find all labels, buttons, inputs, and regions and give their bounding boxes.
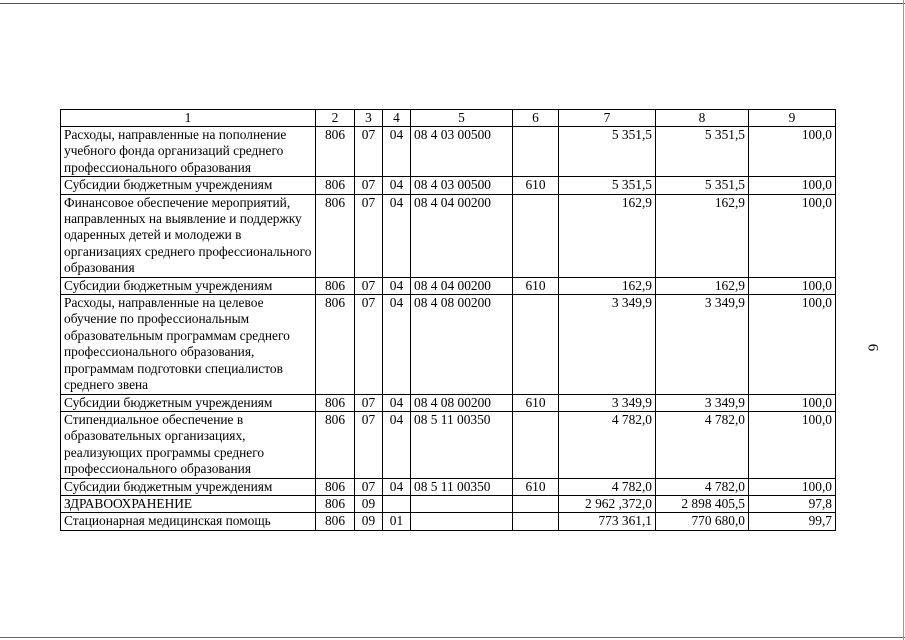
planned-amount-cell: 4 782,0 (559, 478, 656, 495)
planned-amount-cell: 5 351,5 (559, 127, 656, 177)
admin-code-cell: 806 (316, 411, 355, 478)
subsection-cell (383, 495, 411, 512)
percent-cell: 100,0 (749, 394, 836, 411)
subsection-cell: 04 (383, 478, 411, 495)
section-cell: 09 (355, 495, 383, 512)
expense-type-cell (513, 127, 559, 177)
admin-code-cell: 806 (316, 127, 355, 177)
admin-code-cell: 806 (316, 394, 355, 411)
subsection-cell: 04 (383, 127, 411, 177)
page-edge-right (903, 0, 904, 640)
target-article-cell: 08 4 03 00500 (411, 177, 513, 194)
percent-cell: 99,7 (749, 513, 836, 530)
expense-type-cell: 610 (513, 478, 559, 495)
subsection-cell: 04 (383, 194, 411, 277)
expense-type-cell: 610 (513, 394, 559, 411)
target-article-cell: 08 4 03 00500 (411, 127, 513, 177)
header-cell: 9 (749, 110, 836, 127)
planned-amount-cell: 773 361,1 (559, 513, 656, 530)
row-name-cell: Субсидии бюджетным учреждениям (61, 394, 316, 411)
page-number: 6 (864, 343, 881, 352)
section-cell: 07 (355, 295, 383, 394)
planned-amount-cell: 3 349,9 (559, 295, 656, 394)
percent-cell: 100,0 (749, 277, 836, 294)
subsection-cell: 04 (383, 177, 411, 194)
table-row (61, 495, 836, 512)
admin-code-cell: 806 (316, 177, 355, 194)
executed-amount-cell: 4 782,0 (656, 478, 749, 495)
table-row (61, 411, 836, 478)
percent-cell: 100,0 (749, 177, 836, 194)
executed-amount-cell: 162,9 (656, 194, 749, 277)
row-name-cell: Субсидии бюджетным учреждениям (61, 177, 316, 194)
target-article-cell: 08 4 08 00200 (411, 394, 513, 411)
row-name-cell: ЗДРАВООХРАНЕНИЕ (61, 495, 316, 512)
admin-code-cell: 806 (316, 513, 355, 530)
row-name-cell: Расходы, направленные на целевое обучение по профессиональным образовательным программам среднего профессионального образования, программам подготовки специалистов среднего звена (61, 295, 316, 394)
executed-amount-cell: 3 349,9 (656, 295, 749, 394)
header-cell: 2 (316, 110, 355, 127)
executed-amount-cell: 4 782,0 (656, 411, 749, 478)
header-cell: 4 (383, 110, 411, 127)
table-row (61, 194, 836, 277)
section-cell: 07 (355, 394, 383, 411)
header-cell: 5 (411, 110, 513, 127)
target-article-cell: 08 4 08 00200 (411, 295, 513, 394)
planned-amount-cell: 4 782,0 (559, 411, 656, 478)
planned-amount-cell: 2 962 ,372,0 (559, 495, 656, 512)
executed-amount-cell: 5 351,5 (656, 177, 749, 194)
percent-cell: 100,0 (749, 411, 836, 478)
target-article-cell: 08 4 04 00200 (411, 277, 513, 294)
page-edge-bottom (0, 637, 905, 638)
header-cell: 7 (559, 110, 656, 127)
row-name-cell: Субсидии бюджетным учреждениям (61, 478, 316, 495)
admin-code-cell: 806 (316, 478, 355, 495)
header-cell: 3 (355, 110, 383, 127)
planned-amount-cell: 5 351,5 (559, 177, 656, 194)
expense-type-cell (513, 194, 559, 277)
expense-type-cell (513, 411, 559, 478)
section-cell: 07 (355, 127, 383, 177)
executed-amount-cell: 2 898 405,5 (656, 495, 749, 512)
table-row (61, 277, 836, 294)
expense-type-cell (513, 495, 559, 512)
page-edge-top (0, 3, 905, 4)
percent-cell: 100,0 (749, 295, 836, 394)
row-name-cell: Расходы, направленные на пополнение учебного фонда организаций среднего профессионального образования (61, 127, 316, 177)
percent-cell: 100,0 (749, 194, 836, 277)
row-name-cell: Стационарная медицинская помощь (61, 513, 316, 530)
executed-amount-cell: 5 351,5 (656, 127, 749, 177)
section-cell: 07 (355, 411, 383, 478)
target-article-cell (411, 513, 513, 530)
header-cell: 6 (513, 110, 559, 127)
table-row (61, 177, 836, 194)
table-row (61, 394, 836, 411)
subsection-cell: 04 (383, 277, 411, 294)
target-article-cell: 08 5 11 00350 (411, 478, 513, 495)
target-article-cell: 08 4 04 00200 (411, 194, 513, 277)
header-cell: 1 (61, 110, 316, 127)
section-cell: 09 (355, 513, 383, 530)
executed-amount-cell: 3 349,9 (656, 394, 749, 411)
subsection-cell: 04 (383, 295, 411, 394)
subsection-cell: 04 (383, 411, 411, 478)
expense-type-cell (513, 295, 559, 394)
header-cell: 8 (656, 110, 749, 127)
percent-cell: 100,0 (749, 478, 836, 495)
row-name-cell: Субсидии бюджетным учреждениям (61, 277, 316, 294)
admin-code-cell: 806 (316, 495, 355, 512)
section-cell: 07 (355, 478, 383, 495)
table-row (61, 513, 836, 530)
percent-cell: 97,8 (749, 495, 836, 512)
section-cell: 07 (355, 277, 383, 294)
executed-amount-cell: 162,9 (656, 277, 749, 294)
percent-cell: 100,0 (749, 127, 836, 177)
target-article-cell: 08 5 11 00350 (411, 411, 513, 478)
row-name-cell: Стипендиальное обеспечение в образовательных организациях, реализующих программы среднего профессионального образования (61, 411, 316, 478)
executed-amount-cell: 770 680,0 (656, 513, 749, 530)
table-header-row (61, 110, 836, 127)
admin-code-cell: 806 (316, 295, 355, 394)
admin-code-cell: 806 (316, 194, 355, 277)
row-name-cell: Финансовое обеспечение мероприятий, направленных на выявление и поддержку одаренных детей и молодежи в организациях среднего профессионального образования (61, 194, 316, 277)
table-row (61, 127, 836, 177)
expense-type-cell (513, 513, 559, 530)
expense-type-cell: 610 (513, 177, 559, 194)
section-cell: 07 (355, 177, 383, 194)
planned-amount-cell: 162,9 (559, 277, 656, 294)
table-row (61, 295, 836, 394)
subsection-cell: 01 (383, 513, 411, 530)
section-cell: 07 (355, 194, 383, 277)
planned-amount-cell: 3 349,9 (559, 394, 656, 411)
budget-table (60, 109, 836, 531)
subsection-cell: 04 (383, 394, 411, 411)
admin-code-cell: 806 (316, 277, 355, 294)
planned-amount-cell: 162,9 (559, 194, 656, 277)
table-row (61, 478, 836, 495)
target-article-cell (411, 495, 513, 512)
expense-type-cell: 610 (513, 277, 559, 294)
